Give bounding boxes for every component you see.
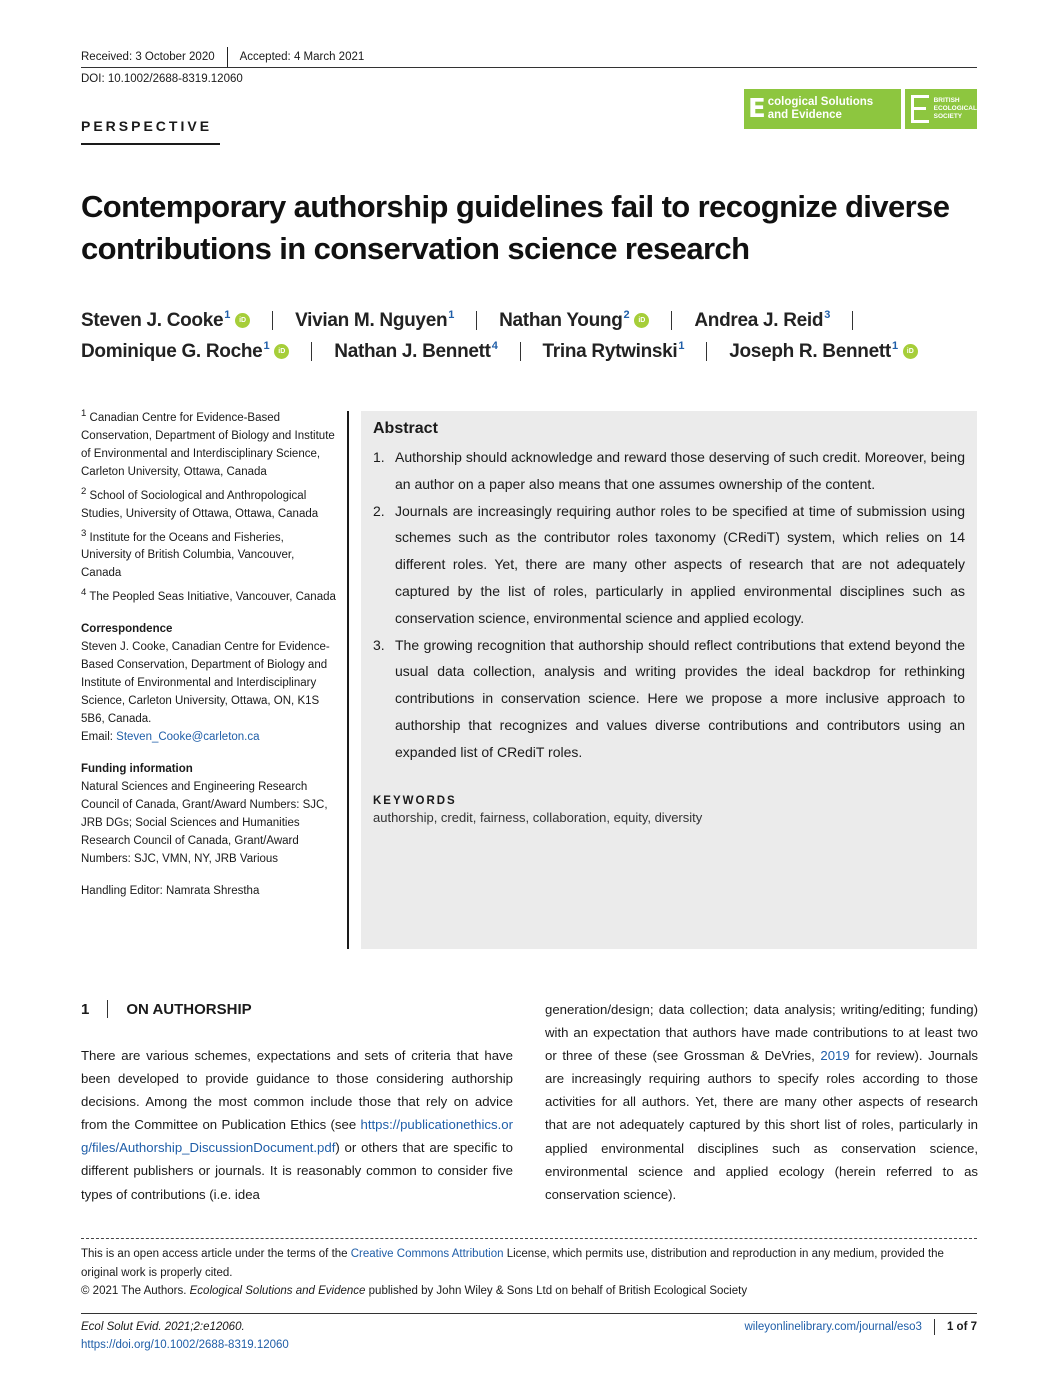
author[interactable]: Trina Rytwinski $^1$ [542,339,685,362]
cope-link[interactable]: https://publicationethics.org/files/Authorship_DiscussionDocument.pdf [81,1117,513,1156]
author[interactable]: Andrea J. Reid $^3$ [694,308,831,331]
abstract-box [361,411,977,949]
correspondence-heading: Correspondence [81,623,173,636]
footer-right [744,1318,977,1336]
author[interactable]: Nathan J. Bennett $^4$ [334,339,498,362]
orcid-icon[interactable]: iD [903,344,918,359]
keywords-heading: KEYWORDS [373,794,457,807]
received-date: Received: 3 October 2020 [81,51,215,63]
article-dates [81,48,364,66]
keywords: authorship, credit, fairness, collaboration, equity, diversity [373,809,703,825]
handling-editor: Handling Editor: Namrata Shrestha [81,885,260,898]
funding-block [81,760,336,868]
page-number: 1 of 7 [946,1321,977,1333]
footer-rule [81,1313,977,1314]
article-type: PERSPECTIVE [81,118,213,134]
footer-divider [81,1238,977,1239]
citation-link[interactable]: 2019 [820,1048,850,1064]
author[interactable]: Joseph R. Bennett $^1$ iD [729,341,918,363]
author[interactable]: Steven J. Cooke $^1$ iD [81,310,250,332]
affiliation: $^2$ School of Sociological and Anthropological Studies, University of Ottawa, Ottawa, Canada [81,485,319,520]
orcid-icon[interactable]: iD [274,344,289,359]
correspondence-email-link[interactable]: Steven_Cooke@carleton.ca [116,731,260,744]
abstract-heading: Abstract [373,420,438,437]
author[interactable]: Nathan Young $^2$ iD [499,310,649,332]
journal-logo-letter: E [748,94,766,124]
article-type-rule [81,143,220,145]
journal-logo [744,89,977,129]
society-logo-text: BRITISH ECOLOGICAL SOCIETY [933,97,977,120]
author-line-2 [81,336,1001,367]
abstract-list [373,444,965,766]
article-title: Contemporary authorship guidelines fail to recognize diverse contributions in conservation science research [81,189,950,266]
journal-url-link[interactable]: wileyonlinelibrary.com/journal/eso3 [744,1321,922,1333]
society-logo [903,89,977,129]
divider [227,47,228,67]
orcid-icon[interactable]: iD [235,313,250,328]
doi-link[interactable]: https://doi.org/10.1002/2688-8319.12060 [81,1339,289,1351]
abstract-item: 1. Authorship should acknowledge and reward those deserving of such credit. Moreover, being an author on a paper also means that one assumes ownership of the content. [373,449,965,492]
society-mark-icon [911,95,929,123]
affiliations-panel [81,405,336,900]
affiliation: $^1$ Canadian Centre for Evidence-Based Conservation, Department of Biology and Institute of Environmental and Interdisciplinary Science, Carleton University, Ottawa, Canada [81,408,335,478]
correspondence-text: Steven J. Cooke, Canadian Centre for Evidence-Based Conservation, Department of Biology and Institute of Environmental and Interdisciplinary Science, Carleton University, Ottawa, ON, K1S 5B6, Canada. [81,641,330,726]
journal-logo-text: cological Solutions and Evidence [767,96,874,121]
abstract-item: 3. The growing recognition that authorship should reflect contributions that extend beyond the usual data collection, analysis and writing provides the ideal backdrop for rethinking contributions in conservation science. Here we propose a more inclusive approach to authorship that recognizes and values diverse contributions and contributors using an expanded list of CRediT roles. [373,636,965,760]
body-column-left: There are various schemes, expectations and sets of criteria that have been developed to provide guidance to those considering authorship decisions. Among the most common include those that rely on advice from the Committee on Publication Ethics (see https://publicationethics.org/files/Authorship_DiscussionDocument.pdf) or others that are specific to different publishers or journals. It is reasonably common to consider five types of contributions (i.e. idea [81,1048,513,1202]
author[interactable]: Dominique G. Roche $^1$ iD [81,341,289,363]
body-column-right: generation/design; data collection; data analysis; writing/editing; funding) with an expectation that authors have made contributions to at least two or three of these (see Grossman & DeVries, 2019 for review). Journals are increasingly requiring authors to specify roles according to those activities for all authors. Yet, there are many other aspects of research that are not adequately captured by this short list of roles, particularly in applied environmental disciplines such as conservation science, environmental science and applied ecology (herein referred to as conservation science). [545,1002,979,1202]
citation-text: Ecol Solut Evid. 2021;2:e12060. [81,1321,245,1333]
section-number: 1 [81,1000,90,1018]
abstract-item: 2. Journals are increasingly requiring author roles to be specified at time of submission using schemes such as the contributor roles taxonomy (CRediT) system, which relies on 14 different roles. Yet, there are many other aspects of research that are not adequately captured by the list of roles, particularly in applied environmental disciplines such as conservation science, environmental science and applied ecology. [373,502,965,626]
section-heading [81,998,252,1020]
affiliation: $^3$ Institute for the Oceans and Fisheries, University of British Columbia, Vancouver, Canada [81,527,295,580]
license-notice: This is an open access article under the terms of the Creative Commons Attribution License, which permits use, distribution and reproduction in any medium, provided the original work is properly cited. © 2021 The Authors. Ecological Solutions and Evidence published by John Wiley & Sons Ltd on behalf of British Ecological Society [81,1248,944,1297]
author-list [81,305,1001,367]
accepted-date: Accepted: 4 March 2021 [239,51,365,63]
author-line-1 [81,305,1001,336]
footer-citation [81,1318,289,1354]
author[interactable]: Vivian M. Nguyen $^1$ [295,308,455,331]
funding-heading: Funding information [81,763,193,776]
article-doi: DOI: 10.1002/2688-8319.12060 [81,73,243,85]
funding-text: Natural Sciences and Engineering Research Council of Canada, Grant/Award Numbers: SJC, JRB DGs; Social Sciences and Humanities Research Council of Canada, Grant/Award Numbers: SJC, VMN, NY, JRB Various [81,781,328,866]
orcid-icon[interactable]: iD [634,313,649,328]
section-title: ON AUTHORSHIP [126,1000,252,1018]
affiliation: $^4$ The Peopled Seas Initiative, Vancouver, Canada [81,587,336,604]
header-rule [81,67,977,68]
correspondence-block: Correspondence Steven J. Cooke, Canadian Centre for Evidence-Based Conservation, Department of Biology and Institute of Environmental and Interdisciplinary Science, Carleton University, Ottawa, ON, K1S 5B6, Canada. Email: Steven_Cooke@carleton.ca [81,623,330,744]
license-link[interactable]: Creative Commons Attribution [350,1248,504,1260]
column-divider [347,411,349,949]
journal-name-logo [744,89,901,129]
